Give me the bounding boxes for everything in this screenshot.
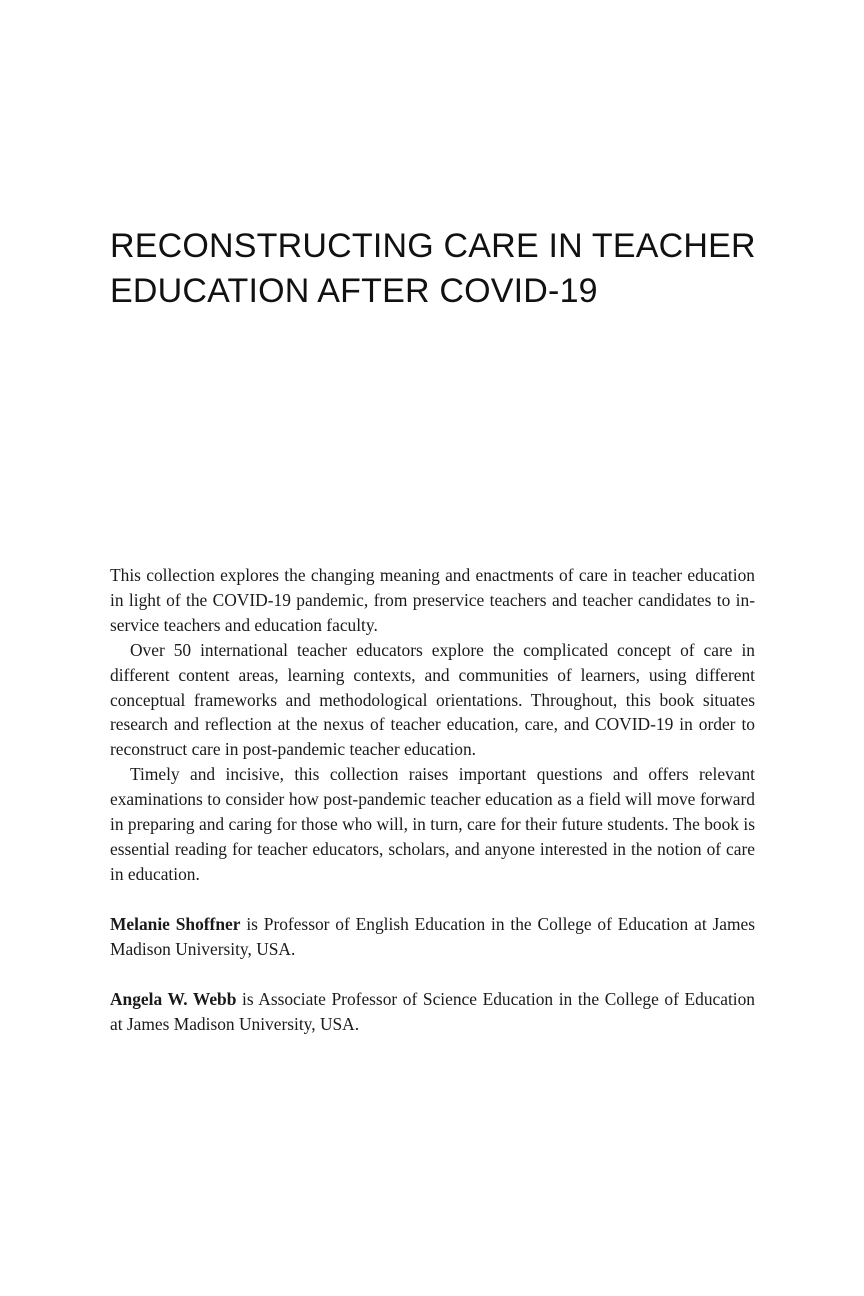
- description-paragraph-3: Timely and incisive, this collection raises important questions and offers relevant examinations to consider how post-pandemic teacher education as a field will move forward in preparing and caring for those who will, in turn, care for their future students. The book is essential reading for teacher educators, scholars, and anyone interested in the notion of care in education.: [110, 764, 755, 884]
- description-paragraph-1: This collection explores the changing meaning and enactments of care in teacher education in light of the COVID-19 pandemic, from preservice teachers and teacher candidates to in-service teachers and education faculty.: [110, 565, 755, 635]
- editor-name-1: Melanie Shoffner: [110, 913, 241, 934]
- description-paragraph-2: Over 50 international teacher educators explore the complicated concept of care in different content areas, learning contexts, and communities of learners, using different conceptual frameworks and methodological orientations. Throughout, this book situates research and reflection at the nexus of teacher education, care, and COVID-19 in order to reconstruct care in post-pandemic teacher education.: [110, 639, 755, 760]
- editor-bio-1: [110, 912, 755, 962]
- editor-name-2: Angela W. Webb: [110, 988, 237, 1009]
- book-title-line-2: EDUCATION AFTER COVID-19: [110, 272, 598, 310]
- editor-bio-text-1: is Professor of English Education in the College of Education at James Madison University, USA.: [110, 913, 755, 959]
- book-title: [110, 224, 770, 314]
- book-description: [110, 563, 755, 1036]
- editor-bio-text-2: is Associate Professor of Science Education in the College of Education at James Madison University, USA.: [110, 988, 755, 1034]
- editor-bio-2: [110, 987, 755, 1037]
- book-title-line-1: RECONSTRUCTING CARE IN TEACHER: [110, 227, 756, 265]
